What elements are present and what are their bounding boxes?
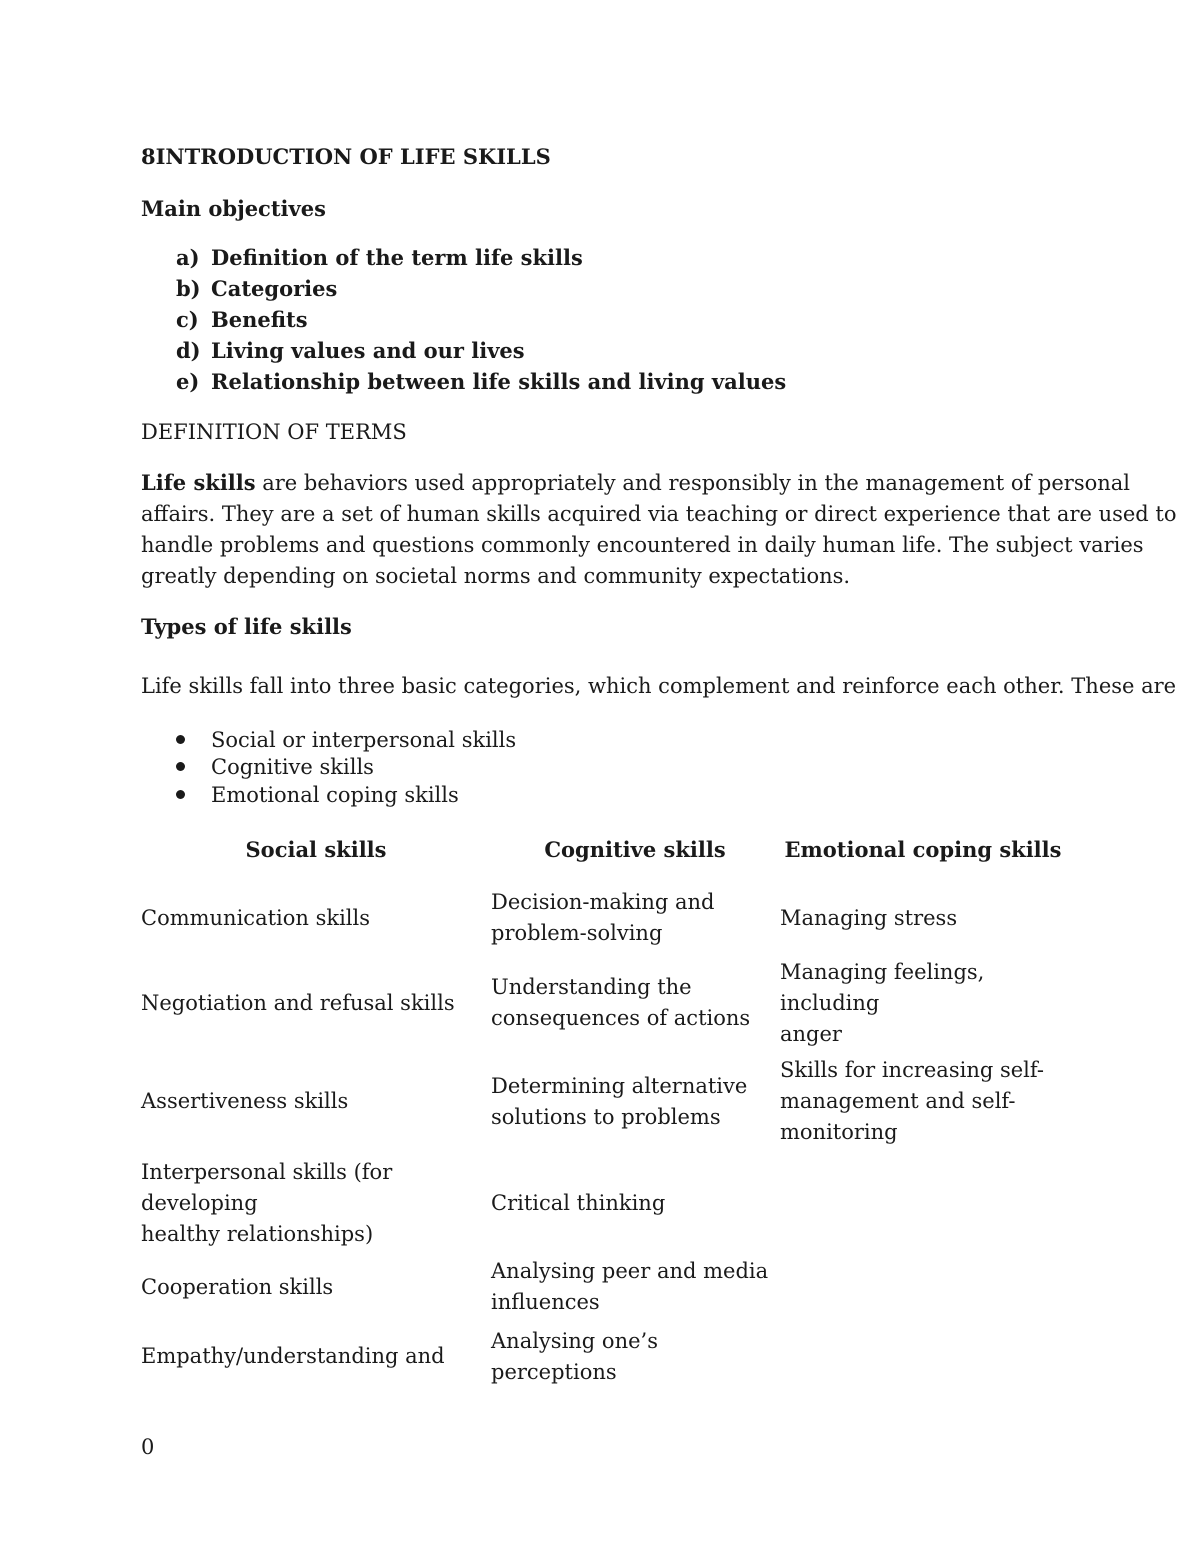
table-cell-cognitive xyxy=(491,1256,773,1318)
types-heading: Types of life skills xyxy=(141,614,352,639)
table-cell-emotional xyxy=(780,1055,1075,1148)
cell-line: anger xyxy=(780,1021,842,1046)
table-cell-social xyxy=(141,1159,486,1246)
definition-term: Life skills xyxy=(141,470,256,495)
cell-line: Managing stress xyxy=(780,905,958,930)
category-list-item xyxy=(176,752,374,783)
table-header-cognitive: Cognitive skills xyxy=(544,837,726,862)
cell-line: Interpersonal skills (for developing xyxy=(141,1159,393,1215)
cell-line: management and self- xyxy=(780,1089,1016,1113)
table-cell-cognitive xyxy=(491,1055,773,1148)
table-header-social: Social skills xyxy=(245,837,387,862)
objective-text: Living values and our lives xyxy=(211,338,525,363)
document-title: 8INTRODUCTION OF LIFE SKILLS xyxy=(141,144,551,169)
cell-line: Cooperation skills xyxy=(141,1274,334,1299)
definition-line: handle problems and questions commonly encountered in daily human life. The subject varies xyxy=(141,533,1144,557)
table-cell-cognitive xyxy=(491,887,773,949)
objective-letter: a) xyxy=(176,245,200,270)
objective-letter: c) xyxy=(176,307,199,332)
objective-letter: b) xyxy=(176,276,201,301)
definition-line xyxy=(141,467,1131,499)
bullet-icon xyxy=(176,790,185,799)
objective-item xyxy=(176,273,337,304)
category-text: Social or interpersonal skills xyxy=(211,728,517,752)
page-number: 0 xyxy=(141,1435,155,1459)
cell-line: Skills for increasing self- xyxy=(780,1058,1045,1082)
objectives-heading: Main objectives xyxy=(141,196,326,221)
cell-line: Assertiveness skills xyxy=(141,1089,349,1113)
cell-line: influences xyxy=(491,1290,600,1314)
cell-line: Analysing one’s perceptions xyxy=(491,1328,658,1384)
table-cell-social xyxy=(141,887,486,949)
category-list-item xyxy=(176,780,459,811)
definition-line: greatly depending on societal norms and community expectations. xyxy=(141,564,851,588)
cell-line: Determining alternative xyxy=(491,1073,748,1098)
objective-item xyxy=(176,304,308,335)
definition-heading: DEFINITION OF TERMS xyxy=(141,420,407,444)
cell-line: consequences of actions xyxy=(491,1006,751,1030)
cell-line: Analysing peer and media xyxy=(491,1259,769,1283)
bullet-icon xyxy=(176,762,185,771)
category-text: Emotional coping skills xyxy=(211,783,459,807)
cell-line: Communication skills xyxy=(141,905,371,930)
cell-line: Critical thinking xyxy=(491,1190,666,1215)
table-cell-social xyxy=(141,1055,486,1148)
objective-text: Benefits xyxy=(211,307,308,332)
bullet-icon xyxy=(176,735,185,744)
objective-item xyxy=(176,366,786,397)
table-cell-social xyxy=(141,1341,486,1372)
table-cell-cognitive xyxy=(491,1328,773,1384)
objective-item xyxy=(176,335,525,366)
table-cell-cognitive xyxy=(491,1172,773,1234)
cell-line: monitoring xyxy=(780,1120,898,1144)
objective-item xyxy=(176,242,583,273)
table-cell-social xyxy=(141,972,486,1034)
objective-letter: e) xyxy=(176,369,200,394)
table-header-emotional: Emotional coping skills xyxy=(784,837,1062,862)
cell-line: Managing feelings, including xyxy=(780,959,985,1015)
definition-paragraph xyxy=(141,467,1177,592)
cell-line: healthy relationships) xyxy=(141,1221,374,1246)
definition-text: are behaviors used appropriately and responsibly in the management of personal xyxy=(255,471,1131,495)
objective-text: Categories xyxy=(211,276,338,301)
category-text: Cognitive skills xyxy=(211,755,374,779)
cell-line: Understanding the xyxy=(491,975,692,999)
objective-text: Definition of the term life skills xyxy=(211,245,583,270)
table-cell-social xyxy=(141,1256,486,1318)
types-intro: Life skills fall into three basic categories, which complement and reinforce each other. These are xyxy=(141,674,1177,698)
cell-line: solutions to problems xyxy=(491,1104,721,1129)
cell-line: problem-solving xyxy=(491,921,663,945)
definition-line: affairs. They are a set of human skills acquired via teaching or direct experience that are used to xyxy=(141,502,1177,526)
cell-line: Empathy/understanding and xyxy=(141,1344,445,1368)
table-cell-cognitive xyxy=(491,972,773,1034)
cell-line: Decision-making and xyxy=(491,890,715,914)
objective-text: Relationship between life skills and living values xyxy=(211,369,787,394)
cell-line: Negotiation and refusal skills xyxy=(141,990,455,1015)
table-cell-emotional xyxy=(780,887,1075,949)
objective-letter: d) xyxy=(176,338,201,363)
table-cell-emotional xyxy=(780,959,1075,1046)
